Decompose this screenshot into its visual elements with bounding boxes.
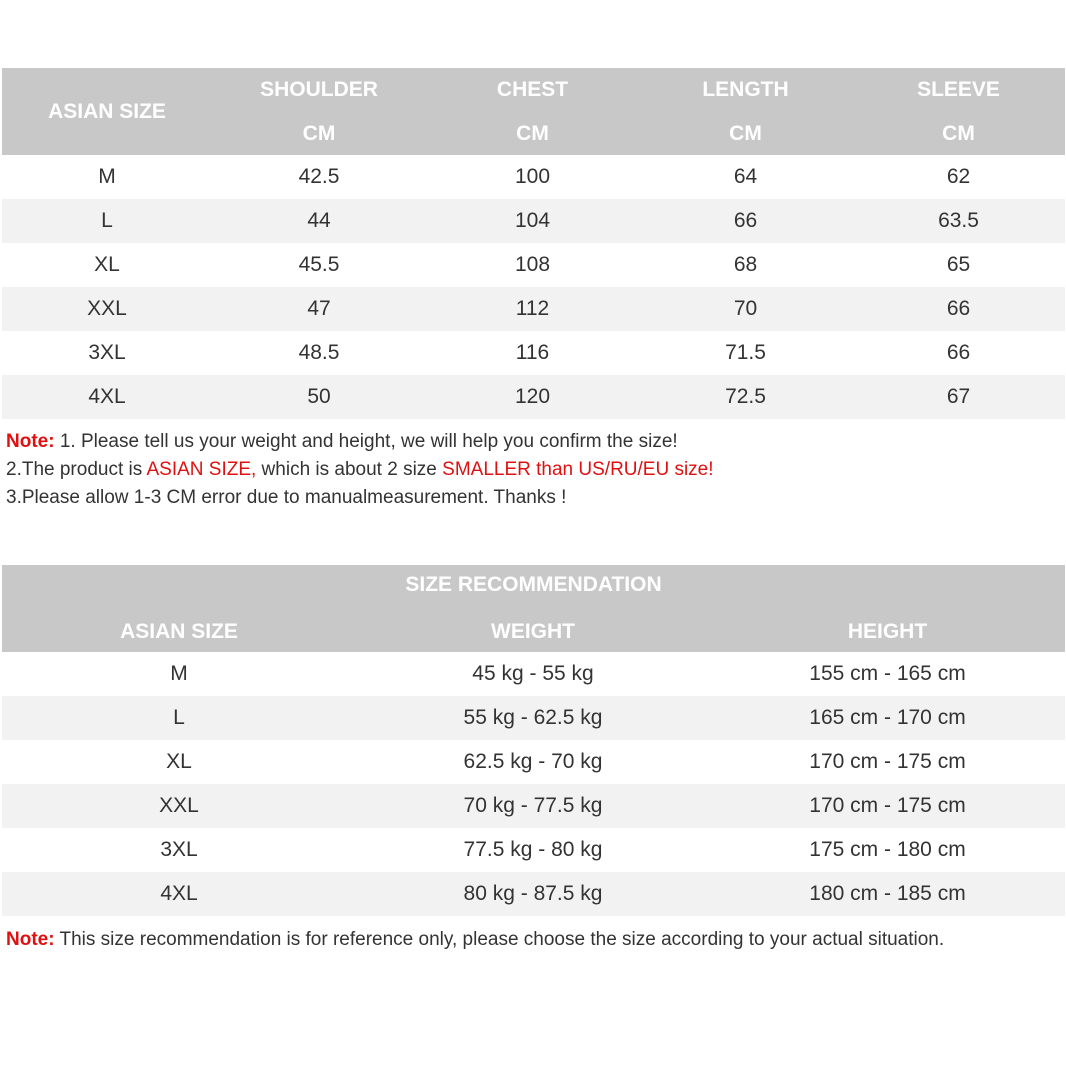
- table-row: [2, 872, 1065, 916]
- cell-weight: 55 kg - 62.5 kg: [463, 706, 603, 729]
- cell-length: 70: [733, 297, 758, 320]
- cell-length: 68: [733, 253, 758, 276]
- recommendation-note: [6, 926, 1046, 954]
- asian-size-highlight: ASIAN SIZE,: [146, 459, 257, 480]
- header-unit: CM: [942, 121, 975, 145]
- note-exclamation: !: [708, 459, 714, 480]
- cell-size: 3XL: [88, 341, 126, 364]
- cell-length: 72.5: [725, 385, 766, 408]
- table-row: [2, 199, 1065, 243]
- cell-weight: 77.5 kg - 80 kg: [463, 838, 603, 861]
- cell-shoulder: 44: [307, 209, 331, 232]
- cell-shoulder: 48.5: [298, 341, 340, 364]
- table-row: [2, 828, 1065, 872]
- cell-length: 64: [733, 165, 758, 188]
- cell-size: L: [173, 706, 185, 729]
- size-chart-header: [2, 68, 1065, 155]
- size-notes: [6, 428, 714, 512]
- header-shoulder: [212, 78, 426, 146]
- header-unit: CM: [516, 121, 549, 145]
- note-line-3: [6, 484, 714, 512]
- cell-chest: 120: [514, 385, 551, 408]
- cell-chest: 104: [514, 209, 551, 232]
- header-chest: [426, 78, 639, 146]
- cell-size: M: [170, 662, 188, 685]
- table-row: [2, 243, 1065, 287]
- table-row: [2, 740, 1065, 784]
- note-line-2: [6, 456, 714, 484]
- cell-sleeve: 67: [946, 385, 971, 408]
- header-length: [639, 78, 852, 146]
- header-unit: CM: [729, 121, 762, 145]
- header-label: SHOULDER: [260, 77, 378, 101]
- cell-height: 170 cm - 175 cm: [809, 750, 966, 773]
- cell-size: XL: [94, 253, 120, 276]
- table-row: [2, 696, 1065, 740]
- cell-size: 4XL: [88, 385, 126, 408]
- cell-length: 71.5: [725, 341, 766, 364]
- header-asian-size: ASIAN SIZE: [120, 620, 238, 643]
- recommendation-title: SIZE RECOMMENDATION: [405, 573, 662, 596]
- cell-chest: 112: [515, 297, 550, 320]
- cell-height: 170 cm - 175 cm: [809, 794, 966, 817]
- smaller-size-highlight: SMALLER than US/RU/EU size: [442, 459, 709, 480]
- recommendation-column-headers: [2, 620, 1065, 644]
- cell-height: 165 cm - 170 cm: [809, 706, 966, 729]
- note-text: 1. Please tell us your weight and height, we will help you confirm the size!: [54, 431, 678, 452]
- header-label: LENGTH: [702, 77, 789, 101]
- note-label: Note:: [6, 431, 55, 452]
- cell-weight: 45 kg - 55 kg: [472, 662, 594, 685]
- cell-shoulder: 45.5: [298, 253, 340, 276]
- cell-sleeve: 62: [946, 165, 971, 188]
- cell-chest: 108: [514, 253, 551, 276]
- cell-size: 3XL: [160, 838, 198, 861]
- cell-chest: 100: [514, 165, 551, 188]
- note-label: Note:: [6, 929, 55, 950]
- header-label: SLEEVE: [917, 77, 1000, 101]
- size-recommendation-table: [2, 565, 1065, 916]
- cell-shoulder: 47: [307, 297, 331, 320]
- cell-sleeve: 63.5: [938, 209, 979, 232]
- cell-height: 180 cm - 185 cm: [809, 882, 966, 905]
- cell-weight: 80 kg - 87.5 kg: [463, 882, 603, 905]
- table-row: [2, 287, 1065, 331]
- cell-sleeve: 65: [946, 253, 971, 276]
- cell-size: XL: [166, 750, 192, 773]
- cell-length: 66: [733, 209, 758, 232]
- note-text: This size recommendation is for reference only, please choose the size according to your actual situation.: [54, 929, 945, 950]
- cell-size: M: [98, 165, 116, 188]
- header-label: CHEST: [496, 77, 569, 101]
- cell-weight: 70 kg - 77.5 kg: [463, 794, 603, 817]
- cell-sleeve: 66: [946, 297, 971, 320]
- header-sleeve: [852, 78, 1065, 146]
- cell-height: 155 cm - 165 cm: [809, 662, 966, 685]
- cell-weight: 62.5 kg - 70 kg: [463, 750, 603, 773]
- cell-shoulder: 50: [307, 385, 331, 408]
- table-row: [2, 784, 1065, 828]
- cell-sleeve: 66: [946, 341, 971, 364]
- header-height: HEIGHT: [847, 620, 928, 643]
- note-text: 3.Please allow 1-3 CM error due to manualmeasurement. Thanks !: [6, 487, 567, 508]
- table-row: [2, 155, 1065, 199]
- cell-size: XXL: [159, 794, 199, 817]
- cell-height: 175 cm - 180 cm: [809, 838, 966, 861]
- table-row: [2, 652, 1065, 696]
- cell-chest: 116: [515, 341, 550, 364]
- table-row: [2, 331, 1065, 375]
- header-weight: WEIGHT: [491, 620, 575, 643]
- cell-shoulder: 42.5: [298, 165, 340, 188]
- size-chart-table: [2, 68, 1065, 419]
- header-asian-size: ASIAN SIZE: [48, 99, 166, 123]
- note-text: which is about 2 size: [256, 459, 443, 480]
- recommendation-header: [2, 565, 1065, 652]
- cell-size: XXL: [87, 297, 127, 320]
- cell-size: L: [101, 209, 113, 232]
- header-unit: CM: [302, 121, 336, 145]
- note-line-1: [6, 428, 714, 456]
- table-row: [2, 375, 1065, 419]
- note-text: 2.The product is: [6, 459, 147, 480]
- cell-size: 4XL: [160, 882, 198, 905]
